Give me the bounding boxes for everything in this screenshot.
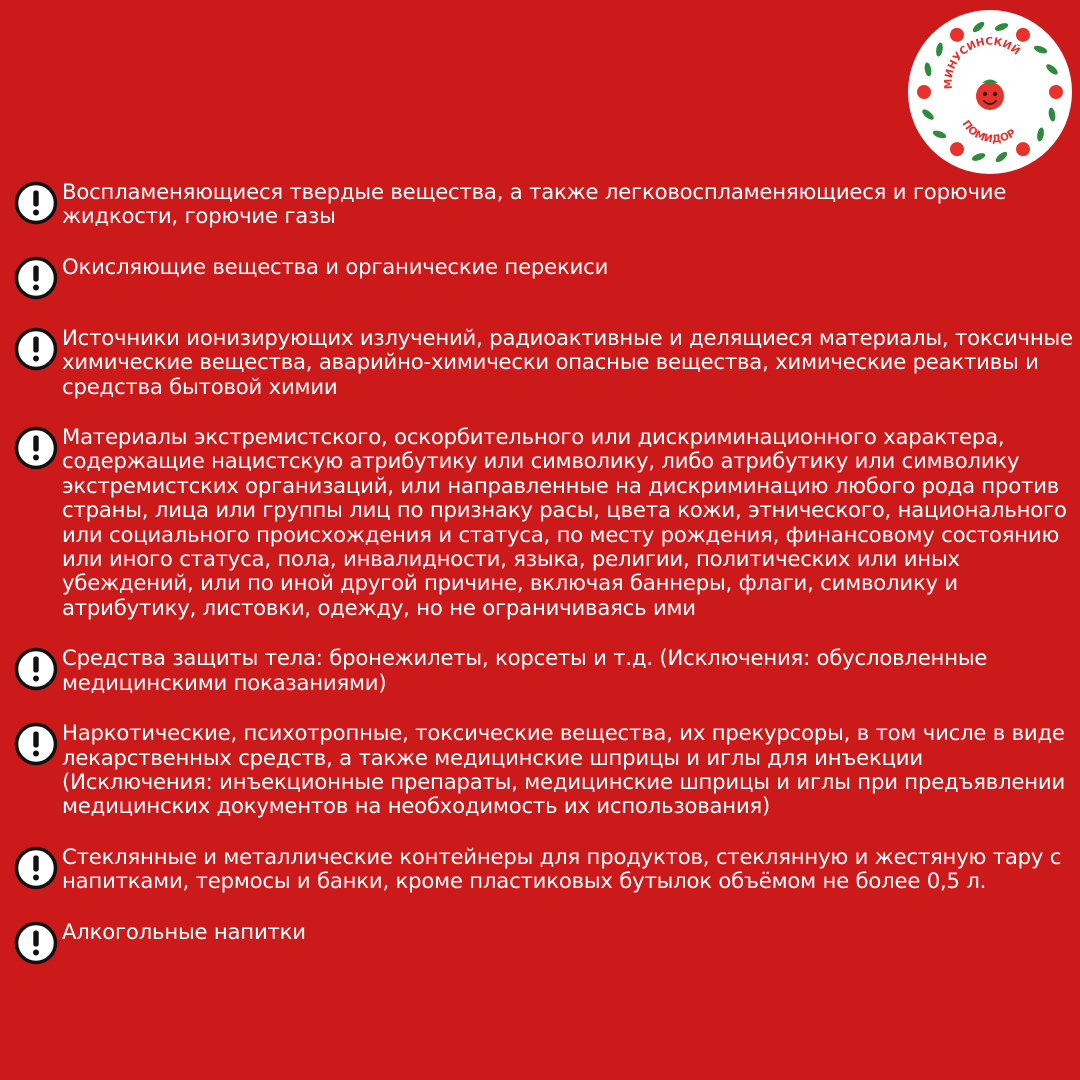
list-item-text: Источники ионизирующих излучений, радиоактивные и делящиеся материалы, токсичные химические вещества, аварийно-химически опасные вещества, химические реактивы и средства бытовой химии	[62, 324, 1073, 399]
exclamation-circle-icon	[14, 722, 58, 766]
list-item-5	[14, 644, 1074, 695]
wreath-tomato-icon	[917, 85, 931, 99]
wreath-tomato-icon	[1049, 85, 1063, 99]
list-item-2	[14, 253, 1074, 300]
exclamation-circle-icon	[14, 647, 58, 691]
exclamation-circle-icon	[14, 921, 58, 965]
exclamation-circle-icon	[14, 846, 58, 890]
exclamation-circle-icon	[14, 256, 58, 300]
list-item-text: Материалы экстремистского, оскорбительного или дискриминационного характера, содержащие нацистскую атрибутику или символику, либо атрибутику или символику экстремистских организаций, или направленные на дискриминацию любого рода против страны, лица или группы лиц по признаку расы, цвета кожи, этнического, национального или социального происхождения и статуса, по месту рождения, финансовому состоянию или иного статуса, пола, инвалидности, языка, религии, политических или иных убеждений, или по иной другой причине, включая баннеры, флаги, символику и атрибутику, листовки, одежду, но не ограничиваясь ими	[62, 424, 1067, 620]
exclamation-circle-icon	[14, 426, 58, 470]
wreath-tomato-icon	[950, 28, 964, 42]
list-item-7	[14, 843, 1074, 894]
exclamation-circle-icon	[14, 327, 58, 371]
list-item-8	[14, 918, 1074, 965]
minusinsky-pomidor-logo	[908, 10, 1072, 174]
list-item-text: Алкогольные напитки	[62, 918, 306, 944]
list-item-4	[14, 423, 1074, 620]
logo-brand-line1: МИНУСИНСКИЙ	[942, 35, 1023, 90]
wreath-tomato-icon	[1016, 142, 1030, 156]
wreath-tomato-icon	[950, 142, 964, 156]
list-item-text: Стеклянные и металлические контейнеры для продуктов, стеклянную и жестяную тару с напитками, термосы и банки, кроме пластиковых бутылок объёмом не более 0,5 л.	[62, 843, 1062, 894]
prohibited-items-list	[14, 178, 1074, 989]
list-item-6	[14, 719, 1074, 819]
list-item-text: Окисляющие вещества и органические перекиси	[62, 253, 609, 279]
wreath-tomato-icon	[1016, 28, 1030, 42]
list-item-text: Наркотические, психотропные, токсические вещества, их прекурсоры, в том числе в виде лекарственных средств, а также медицинские шприцы и иглы для инъекции (Исключения: инъекционные препараты, медицинские шприцы и иглы при предъявлении медицинских документов на необходимость их использования)	[62, 720, 1066, 819]
list-item-text: Воспламеняющиеся твердые вещества, а также легковоспламеняющиеся и горючие жидкости, горючие газы	[62, 179, 1007, 229]
list-item-3	[14, 324, 1074, 399]
list-item-text: Средства защиты тела: бронежилеты, корсеты и т.д. (Исключения: обусловленные медицинскими показаниями)	[62, 645, 988, 695]
exclamation-circle-icon	[14, 181, 58, 225]
logo-brand-line2: ПОМИДОР	[959, 118, 1019, 146]
list-item-1	[14, 178, 1074, 229]
